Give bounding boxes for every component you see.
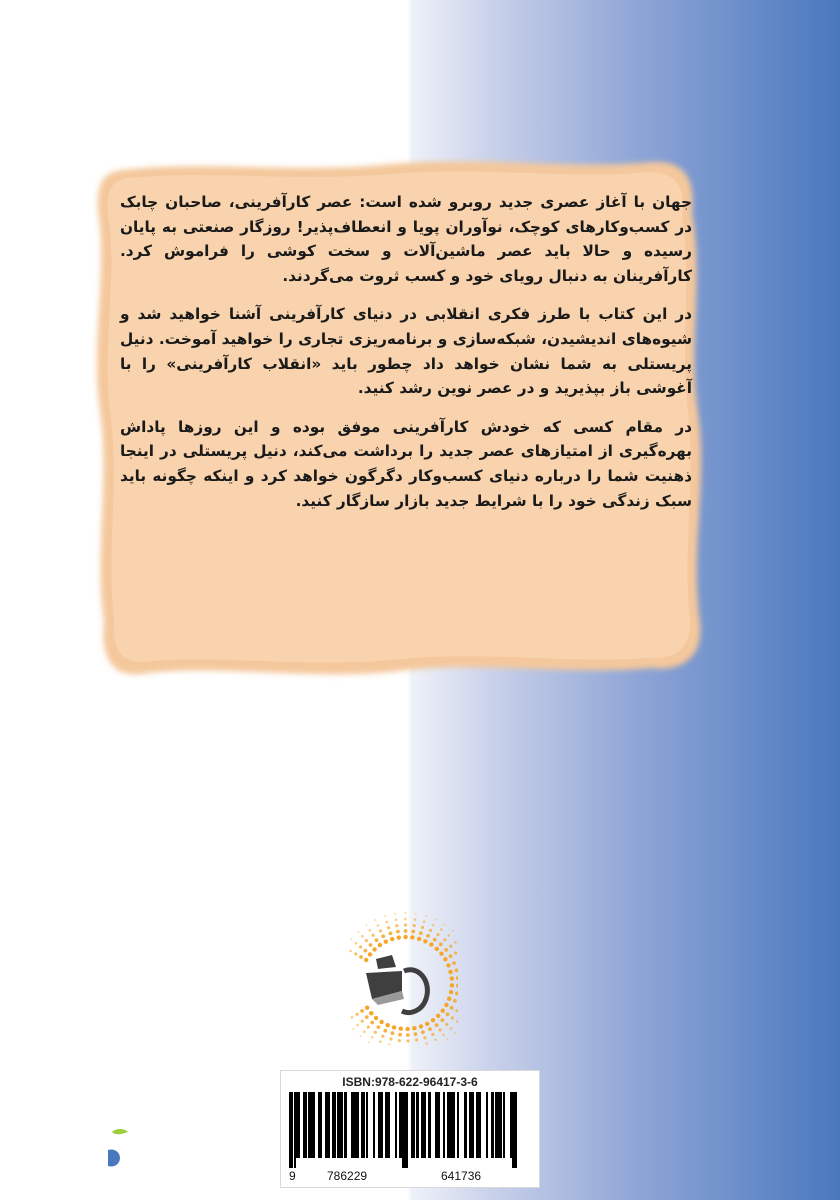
sunburst-dot [425,915,427,917]
sunburst-dot [404,923,407,926]
sunburst-dot [367,1026,370,1029]
sunburst-dot [426,1042,429,1045]
sunburst-dot [375,938,379,942]
sunburst-dot [429,929,432,932]
barcode-bar [289,1092,293,1168]
sunburst-dot [448,970,452,974]
sunburst-dot [384,915,386,917]
sunburst-dot [444,924,446,926]
sunburst-dot [423,939,427,943]
barcode-bar [395,1092,397,1158]
sunburst-dot [443,938,446,941]
barcode-digit-first: 9 [289,1169,296,1183]
sunburst-dot [356,1013,359,1016]
barcode-bar [479,1092,481,1158]
sunburst-dot [374,1016,378,1020]
sunburst-dot [364,958,368,962]
sunburst-dot [431,1018,435,1022]
sunburst-dot [359,945,362,948]
sunburst-dot [395,924,398,927]
barcode-bar [296,1092,300,1158]
sunburst-dot [439,952,443,956]
sunburst-dot [379,1020,383,1024]
sunburst-dot [454,1032,456,1034]
sunburst-dot [425,1022,429,1026]
sunburst-dot [421,926,424,929]
sunburst-dot [398,1033,402,1037]
barcode-bar [387,1092,389,1158]
barcode-bar [438,1092,440,1158]
sunburst-dot [399,1027,403,1031]
barcode-bar [373,1092,375,1158]
sunburst-dot [404,929,408,933]
sunburst-dot [368,1041,370,1043]
description-paragraph-1: جهان با آغاز عصری جدید روبرو شده است: عصر کارآفرینی، صاحبان چابک در کسب‌وکارهای کوچک، نوآوران پویا و انعطاف‌پذیر! روزگار صنعتی به پایان رسیده و حالا باید عصر ماشین‌آلات و سخت کوشی را فراموش کرد. کارآفرینان به دنبال رویای خود و کسب ثروت می‌گردند. [120,193,692,285]
sunburst-dot [351,1016,354,1019]
barcode-bar [366,1092,368,1158]
sunburst-dot [445,1023,448,1026]
sunburst-dot [435,947,439,951]
sunburst-dot [423,920,426,923]
sunburst-dot [379,929,382,932]
ketabrah-brand [28,1128,138,1178]
sunburst-dot [454,952,457,955]
sunburst-dot [449,990,453,994]
barcode-digits [281,1169,539,1185]
sunburst-dot [352,1028,354,1030]
sunburst-dot [374,919,376,921]
sunburst-dot [435,1023,439,1027]
sunburst-dot [390,937,394,941]
barcode-bar [503,1092,505,1158]
sunburst-dot [440,928,443,931]
sunburst-dot [415,913,417,915]
ketabrah-logo-icon [92,1128,134,1178]
description-paragraph-3: در مقام کسی که خودش کارآفرینی موفق بوده و این روزها پاداش بهره‌گیری از امتیازهای عصر جدید را برداشت می‌کند، دنیل پریستلی در اینجا ذهنیت شما را درباره دنیای کسب‌وکار دگرگون خواهد کرد و اینکه چگونه باید سبک زندگی خود را با شرایط جدید بازار سازگار کنید. [120,417,692,510]
sunburst-dot [439,943,443,947]
sunburst-dot [405,1027,409,1031]
sunburst-dot [369,929,372,932]
sunburst-dot [403,935,407,939]
barcode [280,1070,540,1188]
barcode-bar [411,1092,415,1158]
barcode-bar [404,1092,408,1168]
sunburst-dot [397,935,401,939]
barcode-bar [339,1092,343,1158]
sunburst-dot [431,1033,434,1036]
barcode-bar [428,1092,430,1158]
sunburst-dot [384,940,388,944]
sunburst-dot [448,934,451,937]
sunburst-dot [446,1039,448,1041]
description-paragraph-2: در این کتاب با طرز فکری انقلابی در دنیای کارآفرینی آشنا خواهید شد و شیوه‌های اندیشیدن، شبکه‌سازی و برنامه‌ریزی تجاری را خواهید آموخت. دنیل پریستلی به شما نشان خواهد داد چطور باید «انقلاب کارآفرینی» را با آغوشی باز بپذیرید و در عصر نوین رشد کنید. [120,305,692,398]
sunburst-dot [386,1023,390,1027]
sunburst-dot [381,1035,384,1038]
sunburst-dot [414,918,417,921]
sunburst-dot [454,941,457,944]
sunburst-dot [406,1039,409,1042]
sunburst-dot [426,934,430,938]
sunburst-dot [450,976,454,980]
sunburst-dot [361,935,364,938]
sunburst-dot [404,912,406,914]
sunburst-dot [363,1030,366,1033]
barcode-bars [289,1092,531,1168]
barcode-bar [486,1092,488,1158]
sunburst-dot [365,924,367,926]
sunburst-dot [449,945,452,948]
barcode-bar [491,1092,495,1158]
barcode-bar [356,1092,358,1158]
barcode-digits-left: 786229 [327,1169,368,1183]
sunburst-dot [349,950,352,953]
sunburst-dot [378,943,382,947]
sunburst-dot [395,919,398,922]
sunburst-dot [377,924,380,927]
sunburst-dot [377,1025,381,1029]
sunburst-dot [357,931,359,933]
barcode-bar [464,1092,466,1158]
sunburst-dot [398,1039,401,1042]
sunburst-dot [433,938,437,942]
sunburst-dot [354,952,357,955]
sunburst-dot [437,1044,439,1045]
barcode-bar [318,1092,322,1158]
sunburst-dot [452,961,456,965]
sunburst-dot [369,943,373,947]
sunburst-dot [350,938,352,940]
sunburst-dot [456,1020,458,1023]
sunburst-dot [442,1034,445,1037]
sunburst-dot [410,935,414,939]
barcode-bar [344,1092,346,1158]
sunburst-dot [419,1024,423,1028]
sunburst-dot [389,1037,392,1040]
sunburst-dot [447,997,451,1001]
barcode-bar [332,1092,336,1158]
barcode-bar [452,1092,454,1158]
sunburst-dot [446,963,450,967]
sunburst-dot [421,1030,425,1034]
barcode-bar [515,1092,517,1168]
sunburst-dot [429,942,433,946]
sunburst-dot [383,1029,387,1033]
sunburst-dot [428,1027,432,1031]
sunburst-dot [412,1026,416,1030]
sunburst-dot [396,930,400,934]
sunburst-dot [436,1014,440,1018]
description-text [120,190,692,527]
barcode-bar [471,1092,473,1158]
sunburst-dot [391,1031,395,1035]
sunburst-dot [360,1009,364,1013]
sunburst-dot [434,1039,437,1042]
sunburst-dot [444,1003,448,1007]
sunburst-dot [386,921,389,924]
sunburst-dot [370,1021,374,1025]
barcode-bar [303,1092,307,1158]
sunburst-dot [388,1044,391,1046]
sunburst-dot [359,955,363,959]
sunburst-dot [369,1011,373,1015]
barcode-bar [416,1092,418,1158]
sunburst-dot [394,913,396,915]
sunburst-dot [450,1006,454,1010]
barcode-bar [443,1092,445,1158]
barcode-bar [457,1092,459,1158]
barcode-bar [313,1092,315,1158]
sunburst-dot [450,983,454,987]
sunburst-dot [365,1015,369,1019]
sunburst-dot [441,1018,445,1022]
sunburst-dot [372,947,376,951]
sunburst-dot [443,957,447,961]
sunburst-dot [455,992,458,996]
sunburst-dot [417,937,421,941]
sunburst-dot [413,924,416,927]
sunburst-dot [415,1038,418,1041]
sunburst-dot [444,948,448,952]
sunburst-dot [419,931,423,935]
barcode-bar [498,1092,502,1158]
sunburst-dot [356,1024,359,1027]
sunburst-dot [389,932,393,936]
sunburst-dot [365,939,368,942]
sunburst-dot [381,934,385,938]
sunburst-dot [439,1028,442,1031]
sunburst-dot [372,934,375,937]
sunburst-dot [455,1009,458,1012]
sunburst-dot [392,1025,396,1029]
sunburst-dot [360,1035,362,1037]
sunburst-dot [387,926,390,929]
sunburst-dot [365,1006,369,1010]
isbn-label: ISBN:978-622-96417-3-6 [342,1075,478,1089]
barcode-bar [423,1092,425,1158]
sunburst-dot [455,969,458,973]
sunburst-dot [406,1033,410,1037]
sunburst-dot [451,1016,454,1019]
sunburst-dot [432,924,435,927]
sunburst-dot [435,919,437,921]
sunburst-dot [368,952,372,956]
sunburst-dot [404,918,407,921]
sunburst-dot [363,949,367,953]
sunburst-dot [456,976,458,980]
sunburst-dot [452,930,454,932]
sunburst-book-icon [348,895,458,1045]
barcode-bar [327,1092,329,1158]
brand-name: کتابراه [28,1140,91,1162]
barcode-bar [361,1092,365,1158]
sunburst-dot [379,1040,382,1043]
sunburst-dot [453,999,457,1003]
sunburst-dot [446,1012,450,1016]
barcode-bar [380,1092,382,1158]
sunburst-dot [414,1032,418,1036]
sunburst-dot [449,954,453,958]
sunburst-dot [411,930,415,934]
publisher-logo [348,895,458,1045]
barcode-digits-right: 641736 [441,1169,482,1183]
sunburst-dot [355,942,358,945]
sunburst-dot [441,1009,445,1013]
sunburst-dot [436,933,439,936]
sunburst-dot [371,1036,374,1039]
sunburst-dot [423,1036,426,1039]
sunburst-dot [456,984,458,988]
sunburst-dot [374,1031,377,1034]
sunburst-dot [361,1020,364,1023]
sunburst-dot [450,1027,453,1030]
